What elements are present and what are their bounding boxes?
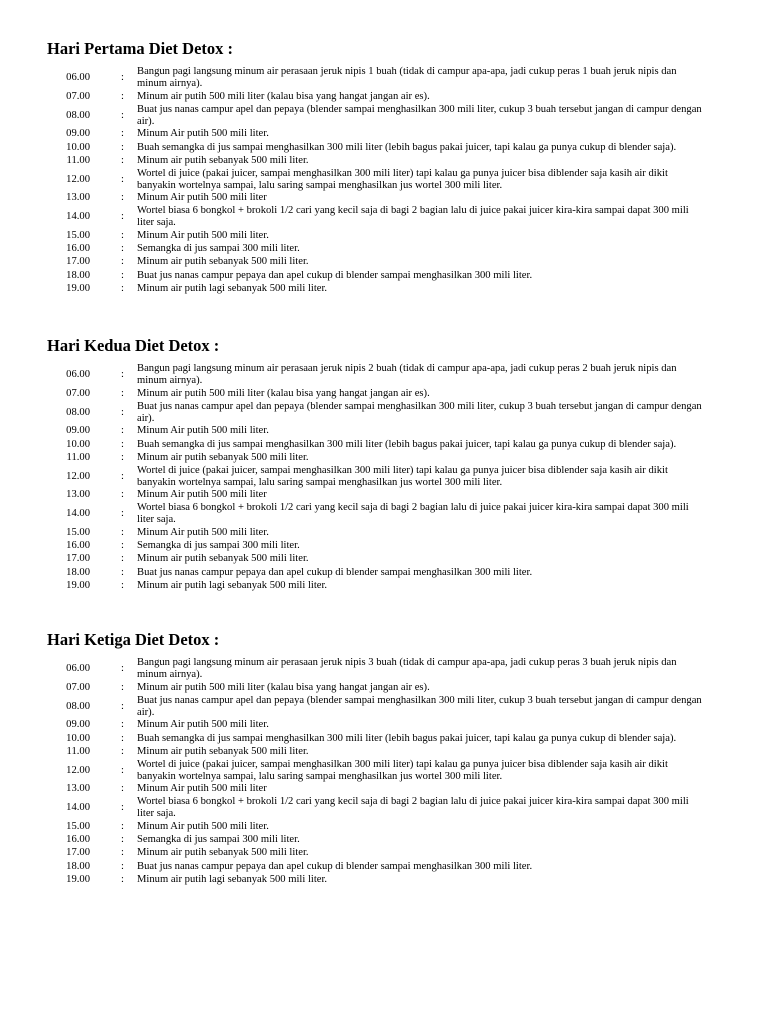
- schedule-time: 14.00: [66, 802, 90, 814]
- schedule-time: 08.00: [66, 406, 90, 418]
- schedule-time: 12.00: [66, 764, 90, 776]
- schedule-row: [0, 553, 768, 566]
- schedule-separator: :: [121, 681, 124, 693]
- schedule-time: 10.00: [66, 732, 90, 744]
- schedule-description: Minum Air putih 500 mili liter.: [137, 821, 269, 833]
- schedule-separator: :: [121, 566, 124, 578]
- schedule-separator: :: [121, 860, 124, 872]
- schedule-separator: :: [121, 489, 124, 501]
- schedule-description: Minum air putih 500 mili liter (kalau bisa yang hangat jangan air es).: [137, 681, 430, 693]
- schedule-description: Semangka di jus sampai 300 mili liter.: [137, 834, 300, 846]
- schedule-time: 08.00: [66, 109, 90, 121]
- schedule-separator: :: [121, 802, 124, 814]
- schedule-description: Minum air putih sebanyak 500 mili liter.: [137, 553, 309, 565]
- schedule-separator: :: [121, 745, 124, 757]
- schedule-row: [0, 256, 768, 269]
- schedule-separator: :: [121, 173, 124, 185]
- schedule-separator: :: [121, 873, 124, 885]
- schedule-row: [0, 90, 768, 103]
- schedule-row: [0, 579, 768, 592]
- schedule-separator: :: [121, 282, 124, 294]
- schedule-row: [0, 834, 768, 847]
- schedule-separator: :: [121, 369, 124, 381]
- schedule-separator: :: [121, 834, 124, 846]
- schedule-description: Minum Air putih 500 mili liter.: [137, 425, 269, 437]
- schedule-separator: :: [121, 192, 124, 204]
- schedule-time: 07.00: [66, 387, 90, 399]
- schedule-time: 06.00: [66, 663, 90, 675]
- schedule-description: Buat jus nanas campur pepaya dan apel cukup di blender sampai menghasilkan 300 mili liter.: [137, 860, 533, 872]
- schedule-time: 17.00: [66, 553, 90, 565]
- schedule-row: [0, 104, 768, 128]
- schedule-separator: :: [121, 821, 124, 833]
- schedule-row: [0, 540, 768, 553]
- schedule-separator: :: [121, 90, 124, 102]
- schedule-list: [0, 66, 768, 296]
- section-heading: Hari Ketiga Diet Detox :: [47, 630, 220, 649]
- schedule-time: 14.00: [66, 211, 90, 223]
- schedule-row: [0, 387, 768, 400]
- schedule-time: 13.00: [66, 489, 90, 501]
- schedule-row: [0, 192, 768, 205]
- schedule-row: [0, 128, 768, 141]
- schedule-description: Minum air putih lagi sebanyak 500 mili liter.: [137, 282, 328, 294]
- schedule-row: [0, 783, 768, 796]
- schedule-time: 15.00: [66, 527, 90, 539]
- schedule-description: Minum air putih sebanyak 500 mili liter.: [137, 256, 309, 268]
- schedule-description: Minum air putih sebanyak 500 mili liter.: [137, 745, 309, 757]
- schedule-row: [0, 141, 768, 154]
- schedule-row: [0, 566, 768, 579]
- schedule-row: [0, 527, 768, 540]
- schedule-description: Minum Air putih 500 mili liter: [137, 489, 267, 501]
- schedule-description: Minum air putih sebanyak 500 mili liter.: [137, 847, 309, 859]
- schedule-row: [0, 719, 768, 732]
- schedule-time: 11.00: [66, 745, 90, 757]
- schedule-row: [0, 695, 768, 719]
- schedule-row: [0, 269, 768, 282]
- schedule-description: Wortel biasa 6 bongkol + brokoli 1/2 cari yang kecil saja di bagi 2 bagian lalu di juice pakai juicer kira-kira sampai dapat 300 mili liter saja.: [137, 502, 689, 526]
- schedule-time: 15.00: [66, 821, 90, 833]
- schedule-separator: :: [121, 783, 124, 795]
- schedule-separator: :: [121, 700, 124, 712]
- schedule-time: 06.00: [66, 369, 90, 381]
- schedule-separator: :: [121, 470, 124, 482]
- schedule-row: [0, 451, 768, 464]
- schedule-description: Bangun pagi langsung minum air perasaan jeruk nipis 1 buah (tidak di campur apa-apa, jadi cukup peras 1 buah jeruk nipis dan minum airnya).: [137, 66, 677, 90]
- schedule-description: Buah semangka di jus sampai menghasilkan 300 mili liter (lebih bagus pakai juicer, tapi kalau ga punya cukup di blender saja).: [137, 732, 677, 744]
- schedule-separator: :: [121, 256, 124, 268]
- schedule-separator: :: [121, 243, 124, 255]
- schedule-row: [0, 796, 768, 820]
- schedule-separator: :: [121, 269, 124, 281]
- schedule-row: [0, 154, 768, 167]
- schedule-row: [0, 465, 768, 489]
- schedule-time: 09.00: [66, 128, 90, 140]
- schedule-separator: :: [121, 387, 124, 399]
- schedule-row: [0, 363, 768, 387]
- schedule-time: 09.00: [66, 425, 90, 437]
- schedule-separator: :: [121, 109, 124, 121]
- schedule-description: Buat jus nanas campur apel dan pepaya (blender sampai menghasilkan 300 mili liter, cukup 3 buah tersebut jangan di campur dengan air).: [137, 103, 702, 127]
- schedule-row: [0, 425, 768, 438]
- schedule-description: Minum air putih sebanyak 500 mili liter.: [137, 451, 309, 463]
- schedule-row: [0, 860, 768, 873]
- schedule-separator: :: [121, 230, 124, 242]
- schedule-time: 11.00: [66, 451, 90, 463]
- schedule-separator: :: [121, 508, 124, 520]
- schedule-description: Bangun pagi langsung minum air perasaan jeruk nipis 3 buah (tidak di campur apa-apa, jadi cukup peras 3 buah jeruk nipis dan minum airnya).: [137, 657, 677, 681]
- schedule-separator: :: [121, 764, 124, 776]
- schedule-description: Minum Air putih 500 mili liter.: [137, 230, 269, 242]
- schedule-separator: :: [121, 732, 124, 744]
- schedule-description: Buat jus nanas campur apel dan pepaya (blender sampai menghasilkan 300 mili liter, cukup 3 buah tersebut jangan di campur dengan air).: [137, 694, 702, 718]
- schedule-separator: :: [121, 663, 124, 675]
- schedule-row: [0, 230, 768, 243]
- schedule-row: [0, 502, 768, 526]
- schedule-time: 16.00: [66, 834, 90, 846]
- schedule-description: Buat jus nanas campur pepaya dan apel cukup di blender sampai menghasilkan 300 mili liter.: [137, 566, 533, 578]
- schedule-row: [0, 873, 768, 886]
- section-heading: Hari Pertama Diet Detox :: [47, 39, 234, 58]
- schedule-time: 13.00: [66, 783, 90, 795]
- schedule-list: [0, 363, 768, 593]
- schedule-description: Minum air putih lagi sebanyak 500 mili liter.: [137, 579, 328, 591]
- schedule-description: Wortel di juice (pakai juicer, sampai menghasilkan 300 mili liter) tapi kalau ga punya juicer bisa diblender saja kasih air dikit banyakin wortelnya sampai, lalu saring sampai menghasilkan jus wortel 300 mili liter.: [137, 167, 668, 191]
- schedule-separator: :: [121, 438, 124, 450]
- schedule-row: [0, 847, 768, 860]
- schedule-description: Minum Air putih 500 mili liter: [137, 783, 267, 795]
- schedule-description: Minum Air putih 500 mili liter.: [137, 527, 269, 539]
- schedule-description: Minum air putih 500 mili liter (kalau bisa yang hangat jangan air es).: [137, 387, 430, 399]
- schedule-time: 17.00: [66, 256, 90, 268]
- schedule-separator: :: [121, 425, 124, 437]
- schedule-separator: :: [121, 527, 124, 539]
- schedule-time: 12.00: [66, 470, 90, 482]
- schedule-time: 14.00: [66, 508, 90, 520]
- schedule-separator: :: [121, 211, 124, 223]
- schedule-description: Buah semangka di jus sampai menghasilkan 300 mili liter (lebih bagus pakai juicer, tapi kalau ga punya cukup di blender saja).: [137, 438, 677, 450]
- schedule-separator: :: [121, 154, 124, 166]
- schedule-row: [0, 282, 768, 295]
- schedule-row: [0, 243, 768, 256]
- schedule-row: [0, 745, 768, 758]
- schedule-time: 18.00: [66, 269, 90, 281]
- schedule-row: [0, 489, 768, 502]
- schedule-time: 15.00: [66, 230, 90, 242]
- schedule-separator: :: [121, 847, 124, 859]
- schedule-description: Buat jus nanas campur apel dan pepaya (blender sampai menghasilkan 300 mili liter, cukup 3 buah tersebut jangan di campur dengan air).: [137, 400, 702, 424]
- schedule-separator: :: [121, 128, 124, 140]
- schedule-time: 18.00: [66, 860, 90, 872]
- schedule-separator: :: [121, 72, 124, 84]
- schedule-time: 10.00: [66, 141, 90, 153]
- schedule-time: 06.00: [66, 72, 90, 84]
- schedule-description: Semangka di jus sampai 300 mili liter.: [137, 540, 300, 552]
- schedule-description: Minum Air putih 500 mili liter: [137, 192, 267, 204]
- schedule-description: Wortel biasa 6 bongkol + brokoli 1/2 cari yang kecil saja di bagi 2 bagian lalu di juice pakai juicer kira-kira sampai dapat 300 mili liter saja.: [137, 205, 689, 229]
- schedule-time: 17.00: [66, 847, 90, 859]
- section-heading: Hari Kedua Diet Detox :: [47, 336, 220, 355]
- schedule-row: [0, 438, 768, 451]
- schedule-separator: :: [121, 540, 124, 552]
- schedule-time: 19.00: [66, 579, 90, 591]
- schedule-time: 19.00: [66, 873, 90, 885]
- schedule-row: [0, 681, 768, 694]
- schedule-time: 13.00: [66, 192, 90, 204]
- schedule-separator: :: [121, 553, 124, 565]
- schedule-description: Wortel di juice (pakai juicer, sampai menghasilkan 300 mili liter) tapi kalau ga punya juicer bisa diblender saja kasih air dikit banyakin wortelnya sampai, lalu saring sampai menghasilkan jus wortel 300 mili liter.: [137, 758, 668, 782]
- schedule-row: [0, 205, 768, 229]
- schedule-separator: :: [121, 451, 124, 463]
- schedule-time: 11.00: [66, 154, 90, 166]
- schedule-time: 10.00: [66, 438, 90, 450]
- schedule-row: [0, 821, 768, 834]
- schedule-description: Minum Air putih 500 mili liter.: [137, 128, 269, 140]
- schedule-row: [0, 401, 768, 425]
- schedule-time: 19.00: [66, 282, 90, 294]
- schedule-time: 09.00: [66, 719, 90, 731]
- schedule-description: Buat jus nanas campur pepaya dan apel cukup di blender sampai menghasilkan 300 mili liter.: [137, 269, 533, 281]
- schedule-separator: :: [121, 579, 124, 591]
- schedule-row: [0, 732, 768, 745]
- schedule-separator: :: [121, 406, 124, 418]
- schedule-time: 08.00: [66, 700, 90, 712]
- schedule-row: [0, 759, 768, 783]
- schedule-time: 18.00: [66, 566, 90, 578]
- schedule-description: Wortel di juice (pakai juicer, sampai menghasilkan 300 mili liter) tapi kalau ga punya juicer bisa diblender saja kasih air dikit banyakin wortelnya sampai, lalu saring sampai menghasilkan jus wortel 300 mili liter.: [137, 464, 668, 488]
- schedule-row: [0, 66, 768, 90]
- schedule-time: 16.00: [66, 243, 90, 255]
- schedule-description: Minum Air putih 500 mili liter.: [137, 719, 269, 731]
- schedule-separator: :: [121, 719, 124, 731]
- schedule-description: Minum air putih 500 mili liter (kalau bisa yang hangat jangan air es).: [137, 90, 430, 102]
- schedule-separator: :: [121, 141, 124, 153]
- schedule-list: [0, 657, 768, 887]
- schedule-description: Bangun pagi langsung minum air perasaan jeruk nipis 2 buah (tidak di campur apa-apa, jadi cukup peras 2 buah jeruk nipis dan minum airnya).: [137, 363, 677, 387]
- schedule-time: 07.00: [66, 90, 90, 102]
- schedule-description: Buah semangka di jus sampai menghasilkan 300 mili liter (lebih bagus pakai juicer, tapi kalau ga punya cukup di blender saja).: [137, 141, 677, 153]
- schedule-description: Semangka di jus sampai 300 mili liter.: [137, 243, 300, 255]
- schedule-row: [0, 657, 768, 681]
- schedule-time: 12.00: [66, 173, 90, 185]
- schedule-row: [0, 168, 768, 192]
- schedule-description: Wortel biasa 6 bongkol + brokoli 1/2 cari yang kecil saja di bagi 2 bagian lalu di juice pakai juicer kira-kira sampai dapat 300 mili liter saja.: [137, 796, 689, 820]
- schedule-time: 07.00: [66, 681, 90, 693]
- schedule-time: 16.00: [66, 540, 90, 552]
- schedule-description: Minum air putih sebanyak 500 mili liter.: [137, 154, 309, 166]
- schedule-description: Minum air putih lagi sebanyak 500 mili liter.: [137, 873, 328, 885]
